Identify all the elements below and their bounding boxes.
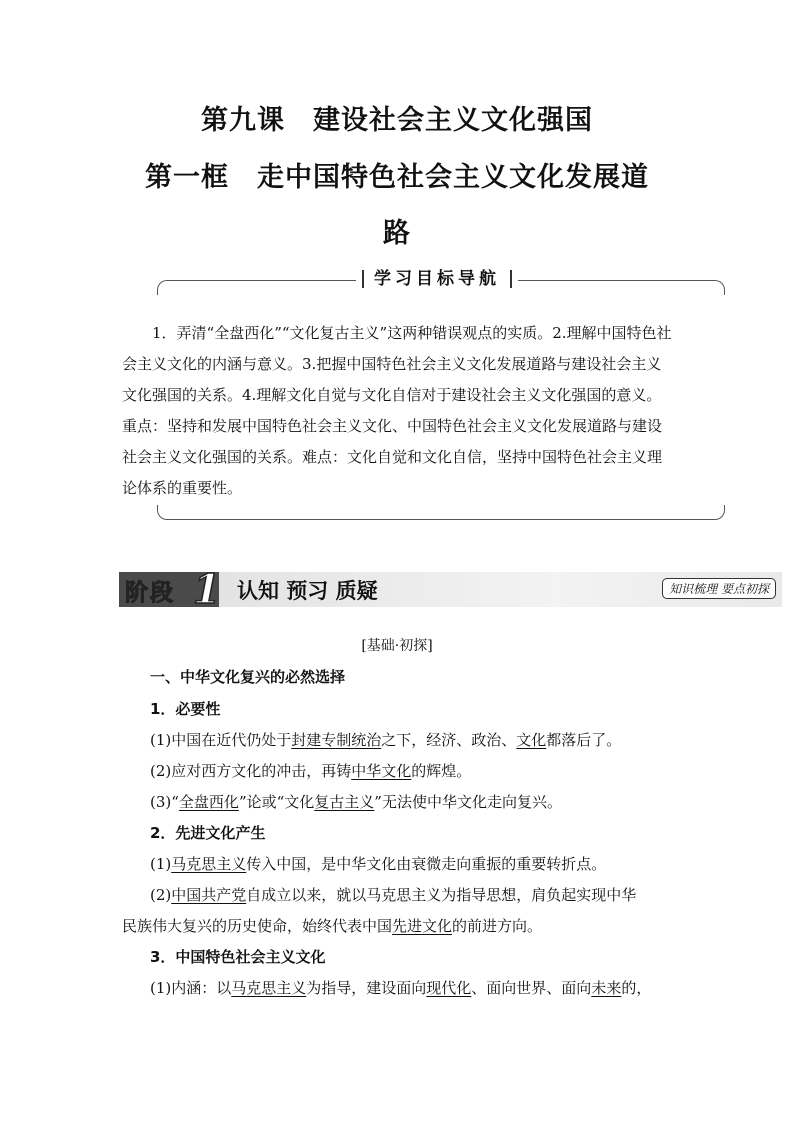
advanced-culture-point-1 [150, 853, 710, 874]
key-term: 马克思主义 [171, 855, 247, 873]
text-segment: 之下，经济、政治、 [381, 731, 517, 749]
text-segment: ”无法使中华文化走向复兴。 [374, 793, 562, 811]
key-term: 未来 [591, 979, 622, 997]
key-term: 先进文化 [392, 917, 453, 935]
stage-tag: 知识梳理 要点初探 [662, 578, 776, 599]
advanced-culture-point-2-line2 [122, 915, 682, 936]
subheading-advanced-culture: 2．先进文化产生 [150, 824, 266, 842]
text-segment: 、面向世界、面向 [471, 979, 592, 997]
text-segment: (1) [150, 855, 172, 873]
stage-banner [119, 566, 782, 613]
necessity-point-2 [150, 760, 710, 781]
socialist-culture-point-1 [150, 977, 710, 998]
objectives-label: 学习目标导航 [356, 264, 518, 294]
text-segment: (3)“ [150, 793, 179, 811]
stage-word: 阶段 [125, 580, 175, 606]
text-segment: 的辉煌。 [411, 762, 472, 780]
frame-title-line2: 路 [383, 218, 411, 249]
text-segment: 民族伟大复兴的历史使命，始终代表中国 [122, 917, 393, 935]
text-segment: 为指导，建设面向 [306, 979, 427, 997]
stage-title: 认知 预习 质疑 [237, 578, 378, 603]
text-segment: 的前进方向。 [452, 917, 543, 935]
text-segment: 都落后了。 [546, 731, 622, 749]
section-tag: [基础·初探] [361, 638, 433, 654]
objectives-text: 1．弄清“全盘西化”“文化复古主义”这两种错误观点的实质。2.理解中国特色社会主义文化的内涵与意义。3.把握中国特色社会主义文化发展道路与建设社会主义文化强国的关系。4.理解文化自觉与文化自信对于建设社会主义文化强国的意义。重点：坚持和发展中国特色社会主义文化、中国特色社会主义文化发展道路与建设社会主义文化强国的关系。难点：文化自觉和文化自信，坚持中国特色社会主义理论体系的重要性。 [122, 324, 672, 497]
text-segment: (2)应对西方文化的冲击，再铸 [150, 762, 352, 780]
text-segment: (1)中国在近代仍处于 [150, 731, 292, 749]
key-term: 全盘西化 [178, 793, 239, 811]
subheading-socialist-culture: 3．中国特色社会主义文化 [150, 948, 326, 966]
text-segment: (1)内涵：以 [150, 979, 232, 997]
text-segment: (2) [150, 886, 172, 904]
frame-title-line1: 第一框 走中国特色社会主义文化发展道 [145, 162, 649, 193]
necessity-point-1 [150, 729, 710, 750]
key-term: 中华文化 [351, 762, 412, 780]
stage-number: 1 [193, 566, 221, 613]
key-term: 文化 [516, 731, 547, 749]
key-term: 封建专制统治 [291, 731, 382, 749]
subheading-necessity: 1．必要性 [150, 700, 221, 718]
lesson-title: 第九课 建设社会主义文化强国 [201, 105, 593, 136]
text-segment: ”论或“文化 [238, 793, 315, 811]
text-segment: 自成立以来，就以马克思主义为指导思想，肩负起实现中华 [246, 886, 637, 904]
heading-revival: 一、中华文化复兴的必然选择 [150, 668, 346, 686]
necessity-point-3 [150, 791, 710, 812]
key-term: 中国共产党 [171, 886, 247, 904]
key-term: 现代化 [426, 979, 472, 997]
text-segment: 传入中国，是中华文化由衰微走向重振的重要转折点。 [246, 855, 607, 873]
advanced-culture-point-2-line1 [150, 884, 710, 905]
key-term: 马克思主义 [231, 979, 307, 997]
objectives-box-bottom-border [157, 505, 725, 520]
key-term: 复古主义 [314, 793, 375, 811]
text-segment: 的， [621, 979, 652, 997]
